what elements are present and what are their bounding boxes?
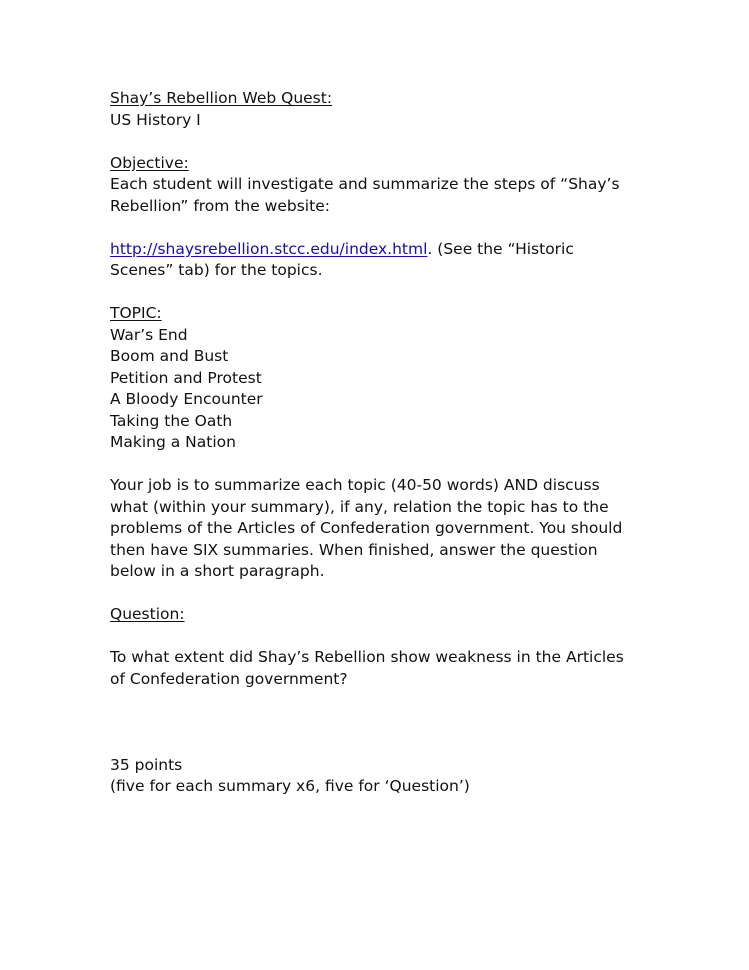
topic-item: Taking the Oath [110,411,233,430]
topic-list [110,325,670,454]
question-heading: Question: [110,605,185,623]
document-title: Shay’s Rebellion Web Quest: [110,89,333,107]
topic-item: A Bloody Encounter [110,390,263,408]
instructions-line: below in a short paragraph. [110,562,325,580]
instructions-line: problems of the Articles of Confederation government. You should [110,519,623,537]
points-breakdown: (five for each summary x6, five for ‘Question’) [110,777,470,795]
objective-heading: Objective: [110,153,189,172]
website-line-1 [110,239,670,261]
instructions-line: what (within your summary), if any, relation the topic has to the [110,497,609,516]
topic-item: Boom and Bust [110,347,229,365]
spacer [110,583,670,605]
spacer [110,131,670,153]
website-suffix: . (See the “Historic [427,239,574,258]
objective-line-1: Each student will investigate and summarize the steps of “Shay’s [110,175,620,193]
objective-line-2: Rebellion” from the website: [110,196,330,215]
question-line-1: To what extent did Shay’s Rebellion show weakness in the Articles [110,648,624,666]
topic-heading: TOPIC: [110,304,162,322]
instructions-paragraph [110,475,670,583]
spacer [110,712,670,734]
spacer [110,626,670,648]
points-total: 35 points [110,755,183,774]
instructions-line: Your job is to summarize each topic (40-50 words) AND discuss [110,476,600,494]
spacer [110,733,670,755]
website-link[interactable]: http://shaysrebellion.stcc.edu/index.html [110,239,428,258]
course-name: US History I [110,110,201,129]
website-line-2: Scenes” tab) for the topics. [110,261,323,279]
spacer [110,690,670,712]
document-page [110,88,670,798]
spacer [110,217,670,239]
instructions-line: then have SIX summaries. When finished, answer the question [110,540,598,559]
topic-item: Petition and Protest [110,368,262,387]
spacer [110,454,670,476]
topic-item: Making a Nation [110,433,236,451]
question-line-2: of Confederation government? [110,669,348,688]
spacer [110,282,670,304]
topic-item: War’s End [110,325,188,344]
